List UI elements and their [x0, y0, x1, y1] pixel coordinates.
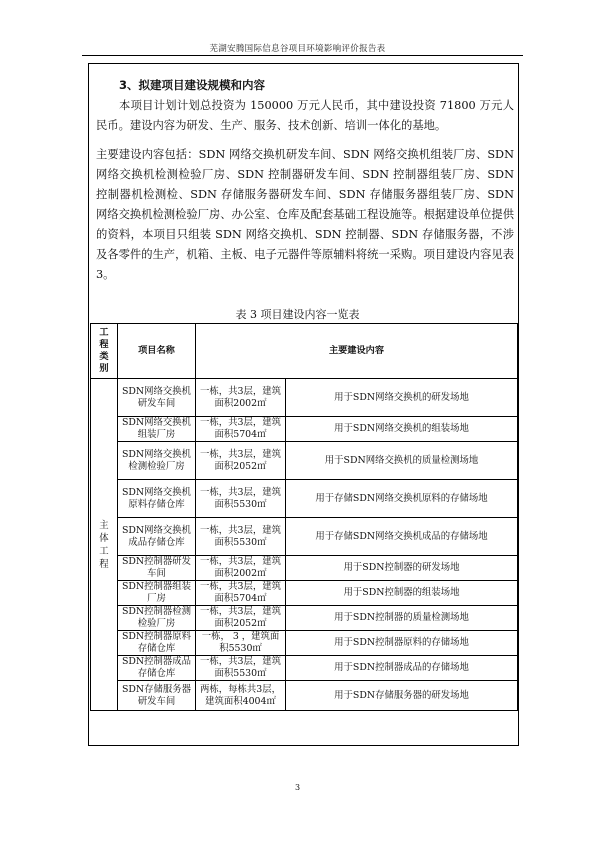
project-name-cell: SDN网络交换机研发车间: [118, 379, 196, 417]
scale-cell: 一栋，共3层，建筑面积2052㎡: [196, 606, 286, 631]
table-header-row: [91, 324, 518, 379]
scale-cell: 一栋，共3层，建筑面积5530㎡: [196, 518, 286, 556]
use-cell: 用于存储SDN网络交换机原料的存储场地: [286, 480, 518, 518]
page-number: 3: [294, 783, 301, 792]
scale-cell: 一栋，共3层，建筑面积5704㎡: [196, 417, 286, 442]
header-project-name: 项目名称: [118, 324, 196, 379]
project-name-cell: SDN控制器原料存储仓库: [118, 631, 196, 656]
header-main-content: 主要建设内容: [196, 324, 518, 379]
project-name-cell: SDN网络交换机组装厂房: [118, 417, 196, 442]
use-cell: 用于SDN控制器的研发场地: [286, 556, 518, 581]
use-cell: 用于SDN控制器的质量检测场地: [286, 606, 518, 631]
project-name-cell: SDN网络交换机原料存储仓库: [118, 480, 196, 518]
scale-cell: 一栋，共3层，建筑面积5704㎡: [196, 581, 286, 606]
scale-cell: 一栋，共3层，建筑面积5530㎡: [196, 656, 286, 681]
table-row: [91, 417, 518, 442]
section-heading: 3、拟建项目建设规模和内容: [119, 78, 266, 92]
use-cell: 用于SDN网络交换机的研发场地: [286, 379, 518, 417]
table-row: [91, 379, 518, 417]
scale-cell: 一栋，共3层，建筑面积2002㎡: [196, 556, 286, 581]
use-cell: 用于SDN控制器的组装场地: [286, 581, 518, 606]
header-rule: [82, 55, 523, 56]
project-name-cell: SDN存储服务器研发车间: [118, 681, 196, 711]
scale-cell: 一栋，共3层，建筑面积2002㎡: [196, 379, 286, 417]
page-header-title: 芜湖安腾国际信息谷项目环境影响评价报告表: [209, 44, 386, 54]
use-cell: 用于SDN控制器成品的存储场地: [286, 656, 518, 681]
project-name-cell: SDN控制器组装厂房: [118, 581, 196, 606]
project-name-cell: SDN控制器成品存储仓库: [118, 656, 196, 681]
table-row: [91, 518, 518, 556]
use-cell: 用于存储SDN网络交换机成品的存储场地: [286, 518, 518, 556]
project-name-cell: SDN网络交换机检测检验厂房: [118, 442, 196, 480]
scale-cell: 两栋，每栋共3层，建筑面积4004㎡: [196, 681, 286, 711]
table-row: [91, 631, 518, 656]
category-cell: 主 体 工 程: [91, 379, 118, 711]
table-row: [91, 606, 518, 631]
use-cell: 用于SDN网络交换机的组装场地: [286, 417, 518, 442]
content-frame-bottom: [88, 745, 519, 746]
table-caption: 表 3 项目建设内容一览表: [235, 308, 360, 321]
use-cell: 用于SDN存储服务器的研发场地: [286, 681, 518, 711]
table-row: [91, 581, 518, 606]
project-name-cell: SDN控制器研发车间: [118, 556, 196, 581]
table-row: [91, 480, 518, 518]
construction-content-table: [90, 323, 518, 711]
project-name-cell: SDN控制器检测检验厂房: [118, 606, 196, 631]
table-row: [91, 442, 518, 480]
scale-cell: 一栋， 3 ，建筑面积5530㎡: [196, 631, 286, 656]
investment-paragraph: 本项目计划计划总投资为 150000 万元人民币，其中建设投资 71800 万元人民币。建设内容为研发、生产、服务、技术创新、培训一体化的基地。: [96, 99, 514, 132]
table-row: [91, 656, 518, 681]
header-category: 工 程 类 别: [91, 324, 118, 379]
project-name-cell: SDN网络交换机成品存储仓库: [118, 518, 196, 556]
use-cell: 用于SDN控制器原料的存储场地: [286, 631, 518, 656]
table-row: [91, 556, 518, 581]
use-cell: 用于SDN网络交换机的质量检测场地: [286, 442, 518, 480]
construction-content-paragraph: 主要建设内容包括：SDN 网络交换机研发车间、SDN 网络交换机组装厂房、SDN 网络交换机检测检验厂房、SDN 控制器研发车间、SDN 控制器组装厂房、SDN 控制器机检测检、SDN 存储服务器研发车间、SDN 存储服务器组装厂房、SDN 网络交换机检测检验厂房、办公室、仓库及配套基础工程设施等。根据建设单位提供的资料，本项目只组装 SDN 网络交换机、SDN 控制器、SDN 存储服务器，不涉及各零件的生产，机箱、主板、电子元器件等原辅料将统一采购。项目建设内容见表 3。: [96, 148, 514, 281]
scale-cell: 一栋，共3层，建筑面积5530㎡: [196, 480, 286, 518]
table-row: [91, 681, 518, 711]
scale-cell: 一栋，共3层，建筑面积2052㎡: [196, 442, 286, 480]
